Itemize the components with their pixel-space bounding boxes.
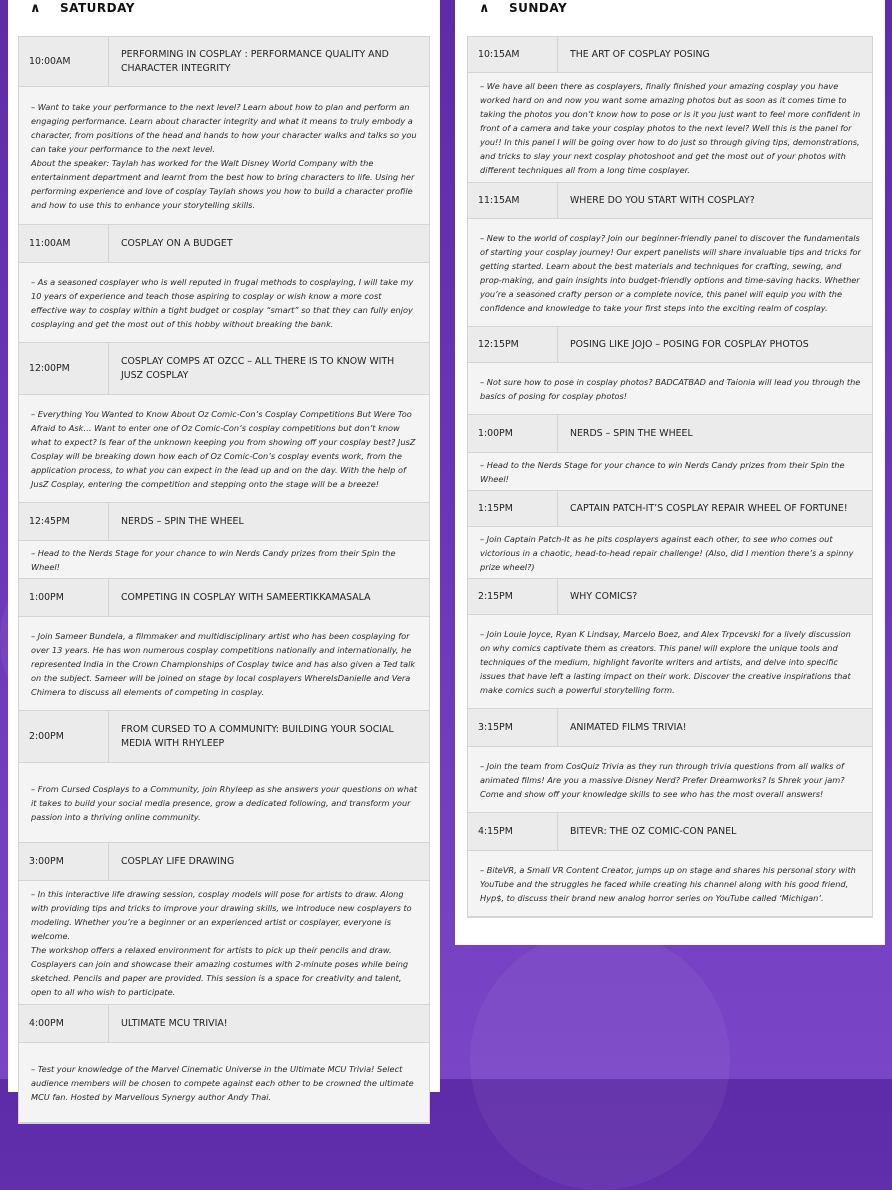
event-time: 3:00PM: [19, 843, 109, 880]
chevron-up-icon[interactable]: ∧: [479, 0, 491, 16]
saturday-schedule-table: [18, 36, 430, 1124]
event-description: – Join Sameer Bundela, a filmmaker and multidisciplinary artist who has been cosplaying for over 13 years. He has won numerous cosplay competitions nationally and internationally, he represented India in the Crown Championships of Cosplay twice and has also given a Ted talk on the subject. Sameer will be joined on stage by local cosplayers WhereIsDanielle and Vera Chimera to discuss all elements of competing in cosplay.: [31, 630, 416, 697]
event-title: WHERE DO YOU START WITH COSPLAY?: [570, 194, 755, 206]
event-title: COSPLAY ON A BUDGET: [121, 237, 233, 249]
event-time: 4:15PM: [468, 813, 558, 850]
event-title: ANIMATED FILMS TRIVIA!: [570, 721, 687, 733]
event-row: [19, 503, 429, 541]
event-description: – New to the world of cosplay? Join our beginner-friendly panel to discover the fundamentals of starting your cosplay journey! Our expert panelists will share invaluable tips and tricks for getting started. Learn about the best materials and techniques for crafting, sewing, and prop-making, and gain insights into budget-friendly options and time-saving hacks. Whether you’re a seasoned crafty person or a complete novice, this panel will equip you with the confidence and knowledge to take your first steps into the exciting realm of cosplay.: [480, 232, 861, 313]
event-description: – Not sure how to pose in cosplay photos? BADCATBAD and Taionia will lead you through the basics of posing for cosplay photos!: [480, 376, 861, 401]
event-title: PERFORMING IN COSPLAY : PERFORMANCE QUALITY AND CHARACTER INTEGRITY: [121, 48, 389, 74]
event-description: – Head to the Nerds Stage for your chance to win Nerds Candy prizes from their Spin the Wheel!: [480, 459, 845, 484]
event-description: – Head to the Nerds Stage for your chance to win Nerds Candy prizes from their Spin the Wheel!: [31, 547, 396, 572]
event-description-row: [468, 851, 872, 917]
event-title: COSPLAY LIFE DRAWING: [121, 855, 235, 867]
event-description-row: [468, 453, 872, 491]
event-title: FROM CURSED TO A COMMUNITY: BUILDING YOUR SOCIAL MEDIA WITH RHYLEEP: [121, 723, 394, 749]
event-description-row: [468, 527, 872, 579]
event-description-row: [19, 263, 429, 343]
event-title: BITEVR: THE OZ COMIC-CON PANEL: [570, 825, 737, 837]
event-row: [468, 37, 872, 73]
event-description-row: [19, 395, 429, 503]
event-description-row: [19, 541, 429, 579]
event-row: [468, 183, 872, 219]
event-description: – As a seasoned cosplayer who is well reputed in frugal methods to cosplaying, I will take my 10 years of experience and teach those aspiring to cosplay or wish know a more cost effective way to cosplay within a tight budget or cosplay “smart” so that they can fully enjoy cosplaying and get the most out of this hobby without breaking the bank.: [31, 276, 414, 329]
event-time: 10:15AM: [468, 37, 558, 72]
event-row: [19, 579, 429, 617]
event-description-row: [468, 615, 872, 709]
event-description-row: [468, 219, 872, 327]
event-title: CAPTAIN PATCH-IT’S COSPLAY REPAIR WHEEL OF FORTUNE!: [570, 502, 848, 514]
sunday-header[interactable]: [467, 0, 873, 24]
event-time: 11:15AM: [468, 183, 558, 218]
event-time: 1:15PM: [468, 491, 558, 526]
event-row: [468, 813, 872, 851]
event-description-row: [19, 617, 429, 711]
event-description-row: [19, 87, 429, 225]
event-description-row: [468, 363, 872, 415]
background-decoration: [470, 930, 730, 1190]
day-title: SUNDAY: [509, 1, 568, 15]
event-description: – Test your knowledge of the Marvel Cinematic Universe in the Ultimate MCU Trivia! Select audience members will be chosen to compete against each other to be crowned the ultimate MCU fan. Hosted by Marvellous Synergy author Andy Thai.: [31, 1063, 414, 1102]
event-time: 1:00PM: [468, 415, 558, 452]
event-time: 3:15PM: [468, 709, 558, 746]
event-row: [19, 343, 429, 395]
event-description-row: [468, 747, 872, 813]
event-title: THE ART OF COSPLAY POSING: [570, 48, 710, 60]
day-title: SATURDAY: [60, 1, 135, 15]
event-time: 2:15PM: [468, 579, 558, 614]
event-description-row: [468, 73, 872, 183]
event-title: POSING LIKE JOJO – POSING FOR COSPLAY PHOTOS: [570, 338, 809, 350]
event-row: [468, 415, 872, 453]
event-row: [19, 843, 429, 881]
event-time: 12:45PM: [19, 503, 109, 540]
event-time: 12:00PM: [19, 343, 109, 394]
event-description-row: [19, 881, 429, 1005]
event-time: 2:00PM: [19, 711, 109, 762]
event-row: [468, 327, 872, 363]
event-time: 11:00AM: [19, 225, 109, 262]
event-description: – Join Louie Joyce, Ryan K Lindsay, Marcelo Boez, and Alex Trpcevski for a lively discussion on why comics captivate them as creators. This panel will explore the unique tools and techniques of the medium, highlight favorite writers and artists, and delve into specific issues that have left a lasting impact on their work. Discover the creative inspirations that make comics such a powerful storytelling form.: [480, 628, 851, 695]
event-description-row: [19, 1043, 429, 1123]
event-description: – Join the team from CosQuiz Trivia as they run through trivia questions from all walks of animated films! Are you a massive Disney Nerd? Prefer Dreamworks? Is Shrek your jam? Come and show off your knowledge skills to see who has the most overall answers!: [480, 760, 845, 799]
event-description: – Everything You Wanted to Know About Oz Comic-Con’s Cosplay Competitions But Were Too Afraid to Ask… Want to enter one of Oz Comic-Con’s cosplay competitions but don’t know what to expect? Is fear of the unknown keeping you from showing off your cosplay best? JusZ Cosplay will be breaking down how each of Oz Comic-Con’s cosplay events work, from the application process, to what you can expect in the lead up and on the day. With the help of JusZ Cosplay, entering the competition and stepping onto the stage will be a breeze!: [31, 408, 416, 489]
event-description: – We have all been there as cosplayers, finally finished your amazing cosplay you have worked hard on and now you want some amazing photos but as soon as it comes time to taking the photos you don’t know how to pose or is it you just want to feel more confident in front of a camera and take your cosplay photos to the next level? Well this is the panel for you!! In this panel I will be going over how to do just so through giving tips, demonstrations, and tricks to slay your next cosplay photoshoot and get the most out of your photos with different techniques all from a long time cosplayer.: [480, 80, 861, 175]
saturday-header[interactable]: [18, 0, 430, 24]
event-time: 12:15PM: [468, 327, 558, 362]
sunday-schedule-table: [467, 36, 873, 918]
event-title: ULTIMATE MCU TRIVIA!: [121, 1017, 228, 1029]
chevron-up-icon[interactable]: ∧: [30, 0, 42, 16]
event-description-row: [19, 763, 429, 843]
event-title: WHY COMICS?: [570, 590, 638, 602]
sunday-panel: [455, 0, 885, 945]
event-time: 4:00PM: [19, 1005, 109, 1042]
event-row: [19, 37, 429, 87]
event-row: [468, 491, 872, 527]
event-title: NERDS – SPIN THE WHEEL: [570, 427, 693, 439]
event-row: [468, 579, 872, 615]
event-row: [19, 1005, 429, 1043]
event-description: – Join Captain Patch-It as he pits cosplayers against each other, to see who comes out victorious in a chaotic, head-to-head repair challenge! (Also, did I mention there’s a spinny prize wheel?): [480, 533, 854, 572]
event-time: 10:00AM: [19, 37, 109, 86]
event-description: – In this interactive life drawing session, cosplay models will pose for artists to draw. Along with providing tips and tricks to improve your drawing skills, we introduce new cosplayers to modeling. Whether you’re a beginner or an experienced artist or cosplayer, everyone is welcome. The workshop offers a relaxed environment for artists to pick up their pencils and draw. Cosplayers can join and showcase their amazing costumes with 2-minute poses while being sketched. Pencils and paper are provided. This session is a space for creativity and talent, open to all who wish to participate.: [31, 888, 412, 997]
event-description: – From Cursed Cosplays to a Community, join Rhyleep as she answers your questions on what it takes to build your social media presence, grow a dedicated following, and transform your passion into a thriving online community.: [31, 783, 418, 822]
event-title: NERDS – SPIN THE WHEEL: [121, 515, 244, 527]
event-description: – Want to take your performance to the next level? Learn about how to plan and perform an engaging performance. Learn about character integrity and what it means to truly embody a character, from positions of the head and hands to how your character walks and talks so you can take your performance to the next level. About the speaker: Taylah has worked for the Walt Disney World Company with the entertainment department and learnt from the best how to bring characters to life. Using her performing experience and love of cosplay Taylah shows you how to build a character profile and how to use this to enhance your storytelling skills.: [31, 101, 417, 210]
event-title: COSPLAY COMPS AT OZCC – ALL THERE IS TO KNOW WITH JUSZ COSPLAY: [121, 355, 395, 381]
event-row: [468, 709, 872, 747]
event-title: COMPETING IN COSPLAY WITH SAMEERTIKKAMASALA: [121, 591, 371, 603]
event-time: 1:00PM: [19, 579, 109, 616]
saturday-panel: [8, 0, 440, 1102]
event-row: [19, 225, 429, 263]
event-description: – BiteVR, a Small VR Content Creator, jumps up on stage and shares his personal story with YouTube and the struggles he faced while creating his channel along with his good friend, Hyp$, to discuss their brand new analog horror series on YouTube called ‘Michigan’.: [480, 864, 856, 903]
event-row: [19, 711, 429, 763]
